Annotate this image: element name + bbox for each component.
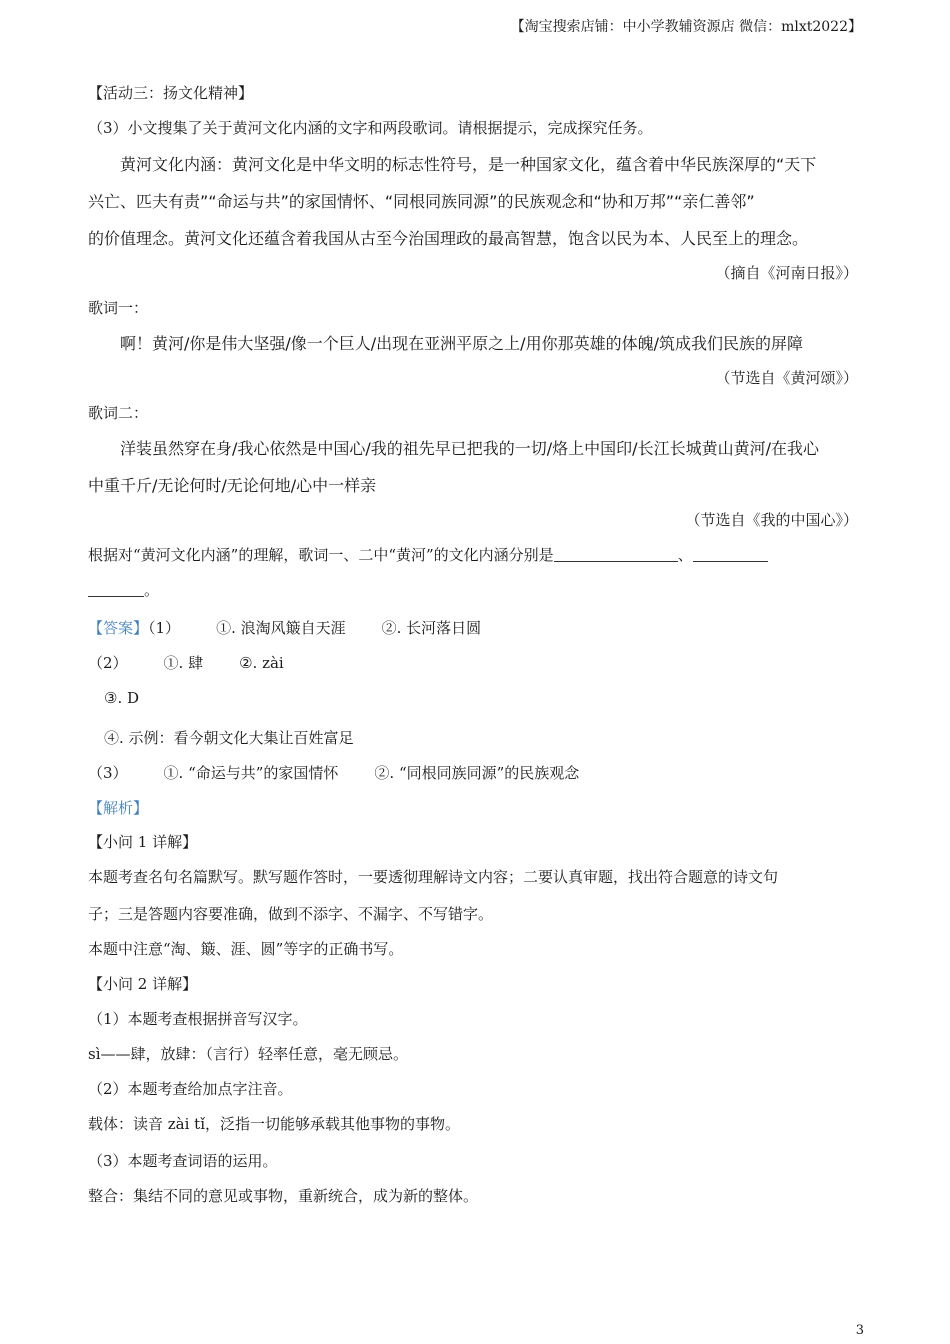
lyric1-source: （节选自《黄河颂》） <box>715 369 858 387</box>
analysis-tag: 【解析】 <box>88 799 149 817</box>
answer-q3-num: （3） <box>88 764 128 782</box>
answer-q1-a: ①. 浪淘风簸自天涯 <box>216 619 346 637</box>
answer-tag: 【答案】 <box>88 619 149 637</box>
culture-text-line: 黄河文化内涵：黄河文化是中华文明的标志性符号，是一种国家文化，蕴含着中华民族深厚的“天下 <box>120 155 817 174</box>
lyric2-text-line: 洋装虽然穿在身/我心依然是中国心/我的祖先早已把我的一切/烙上中国印/长江长城黄山黄河/在我心 <box>120 439 819 458</box>
analysis-text-line: 本题中注意“淘、簸、涯、圆”等字的正确书写。 <box>88 940 404 958</box>
answer-q1-b: ②. 长河落日圆 <box>381 619 482 637</box>
answer-q2-d: ④. 示例：看今朝文化大集让百姓富足 <box>104 729 354 747</box>
answer-q2-b: ②. zài <box>239 654 284 672</box>
task-text: 根据对“黄河文化内涵”的理解，歌词一、二中“黄河”的文化内涵分别是 <box>88 546 554 564</box>
analysis-text-line: 本题考查名句名篇默写。默写题作答时，一要透彻理解诗文内容；二要认真审题，找出符合题意的诗文句 <box>88 868 779 886</box>
culture-text-line: 兴亡、匹夫有责”“命运与共”的家国情怀、“同根同族同源”的民族观念和“协和万邦”“亲仁善邻” <box>88 192 755 211</box>
answer-blank-2[interactable] <box>693 547 768 562</box>
answer-blank-1[interactable] <box>554 547 678 562</box>
lyric1-label: 歌词一： <box>88 299 149 317</box>
page-number: 3 <box>855 1323 864 1338</box>
task-question <box>88 544 768 565</box>
analysis-text-line: 子；三是答题内容要准确，做到不添字、不漏字、不写错字。 <box>88 905 494 923</box>
lyric2-label: 歌词二： <box>88 404 149 422</box>
answer-q2 <box>88 652 284 673</box>
answer-q1-num: （1） <box>148 619 181 637</box>
task-separator: 、 <box>677 546 693 564</box>
task-question-cont <box>88 579 159 600</box>
answer-q1 <box>88 617 481 638</box>
answer-blank-2-cont[interactable] <box>88 582 144 597</box>
culture-text-line: 的价值理念。黄河文化还蕴含着我国从古至今治国理政的最高智慧，饱含以民为本、人民至上的理念。 <box>88 229 809 248</box>
answer-q2-c: ③. D <box>104 689 140 707</box>
task-end: 。 <box>144 581 160 599</box>
analysis-text-line: （1）本题考查根据拼音写汉字。 <box>88 1010 308 1028</box>
answer-q2-num: （2） <box>88 654 128 672</box>
lyric2-source: （节选自《我的中国心》） <box>685 511 858 529</box>
answer-q3-a: ①. “命运与共”的家国情怀 <box>163 764 339 782</box>
sub2-title: 【小问 2 详解】 <box>88 975 198 993</box>
question-prompt: （3）小文搜集了关于黄河文化内涵的文字和两段歌词。请根据提示，完成探究任务。 <box>88 119 653 137</box>
analysis-text-line: （2）本题考查给加点字注音。 <box>88 1080 293 1098</box>
lyric2-text-line: 中重千斤/无论何时/无论何地/心中一样亲 <box>88 476 377 495</box>
page-header: 【淘宝搜索店铺：中小学教辅资源店 微信：mlxt2022】 <box>510 19 862 35</box>
analysis-text-line: 载体：读音 zài tǐ，泛指一切能够承载其他事物的事物。 <box>88 1115 461 1133</box>
analysis-text-line: （3）本题考查词语的运用。 <box>88 1152 278 1170</box>
sub1-title: 【小问 1 详解】 <box>88 833 198 851</box>
answer-q3 <box>88 762 579 783</box>
analysis-text-line: 整合：集结不同的意见或事物，重新统合，成为新的整体。 <box>88 1187 479 1205</box>
answer-q2-a: ①. 肆 <box>163 654 204 672</box>
analysis-text-line: sì——肆，放肆：（言行）轻率任意，毫无顾忌。 <box>88 1045 408 1063</box>
activity-title: 【活动三：扬文化精神】 <box>88 84 254 102</box>
culture-source: （摘自《河南日报》） <box>715 264 858 282</box>
answer-q3-b: ②. “同根同族同源”的民族观念 <box>374 764 580 782</box>
lyric1-text: 啊！黄河/你是伟大坚强/像一个巨人/出现在亚洲平原之上/用你那英雄的体魄/筑成我们民族的屏障 <box>120 334 803 353</box>
